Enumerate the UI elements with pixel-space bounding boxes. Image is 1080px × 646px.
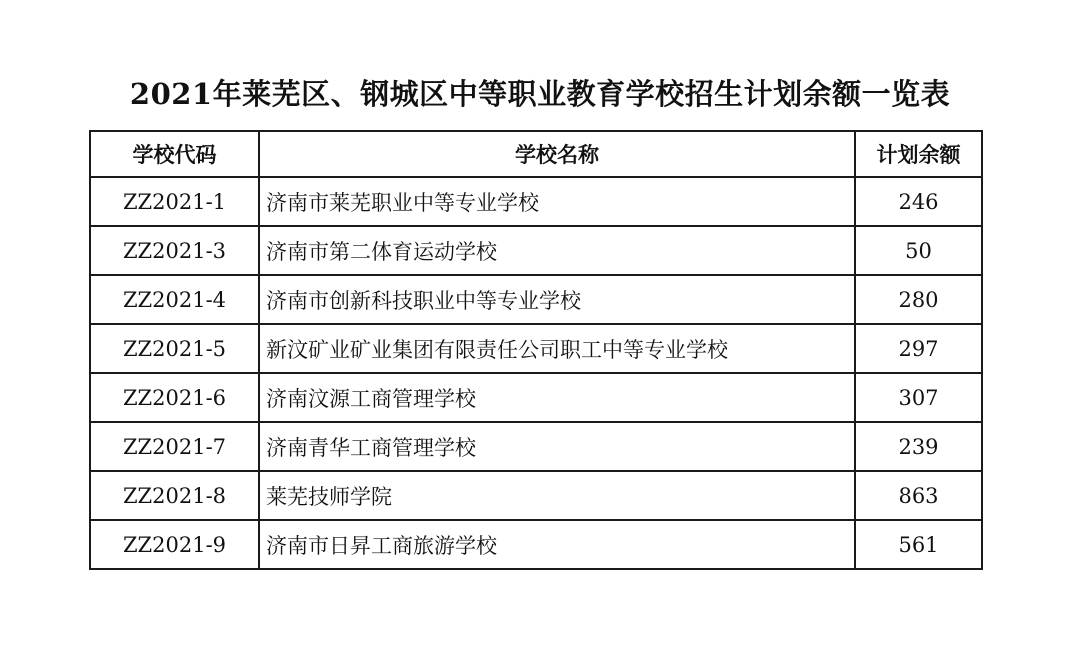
table-row — [90, 520, 982, 569]
table-row — [90, 471, 982, 520]
table-header-row — [90, 131, 982, 177]
plan-quota-cell: 239 — [855, 422, 982, 471]
school-code-cell: ZZ2021-6 — [90, 373, 259, 422]
school-code-cell: ZZ2021-8 — [90, 471, 259, 520]
plan-quota-cell: 246 — [855, 177, 982, 226]
table-row — [90, 324, 982, 373]
plan-quota-cell: 561 — [855, 520, 982, 569]
school-name-cell: 济南市创新科技职业中等专业学校 — [259, 275, 855, 324]
plan-quota-cell: 50 — [855, 226, 982, 275]
plan-quota-cell: 863 — [855, 471, 982, 520]
school-name-cell: 新汶矿业矿业集团有限责任公司职工中等专业学校 — [259, 324, 855, 373]
school-code-cell: ZZ2021-5 — [90, 324, 259, 373]
school-name-cell: 济南市第二体育运动学校 — [259, 226, 855, 275]
table-row — [90, 275, 982, 324]
school-code-cell: ZZ2021-4 — [90, 275, 259, 324]
table-row — [90, 373, 982, 422]
header-school-name: 学校名称 — [259, 131, 855, 177]
plan-quota-cell: 297 — [855, 324, 982, 373]
school-name-cell: 济南市莱芜职业中等专业学校 — [259, 177, 855, 226]
page-title: 2021年莱芜区、钢城区中等职业教育学校招生计划余额一览表 — [129, 77, 951, 111]
school-name-cell: 济南汶源工商管理学校 — [259, 373, 855, 422]
header-plan-quota: 计划余额 — [855, 131, 982, 177]
school-code-cell: ZZ2021-3 — [90, 226, 259, 275]
plan-quota-cell: 307 — [855, 373, 982, 422]
school-name-cell: 济南市日昇工商旅游学校 — [259, 520, 855, 569]
school-name-cell: 莱芜技师学院 — [259, 471, 855, 520]
school-code-cell: ZZ2021-9 — [90, 520, 259, 569]
header-school-code: 学校代码 — [90, 131, 259, 177]
quota-table — [89, 130, 983, 570]
table-row — [90, 226, 982, 275]
school-code-cell: ZZ2021-1 — [90, 177, 259, 226]
school-name-cell: 济南青华工商管理学校 — [259, 422, 855, 471]
plan-quota-cell: 280 — [855, 275, 982, 324]
table-row — [90, 422, 982, 471]
table-row — [90, 177, 982, 226]
school-code-cell: ZZ2021-7 — [90, 422, 259, 471]
